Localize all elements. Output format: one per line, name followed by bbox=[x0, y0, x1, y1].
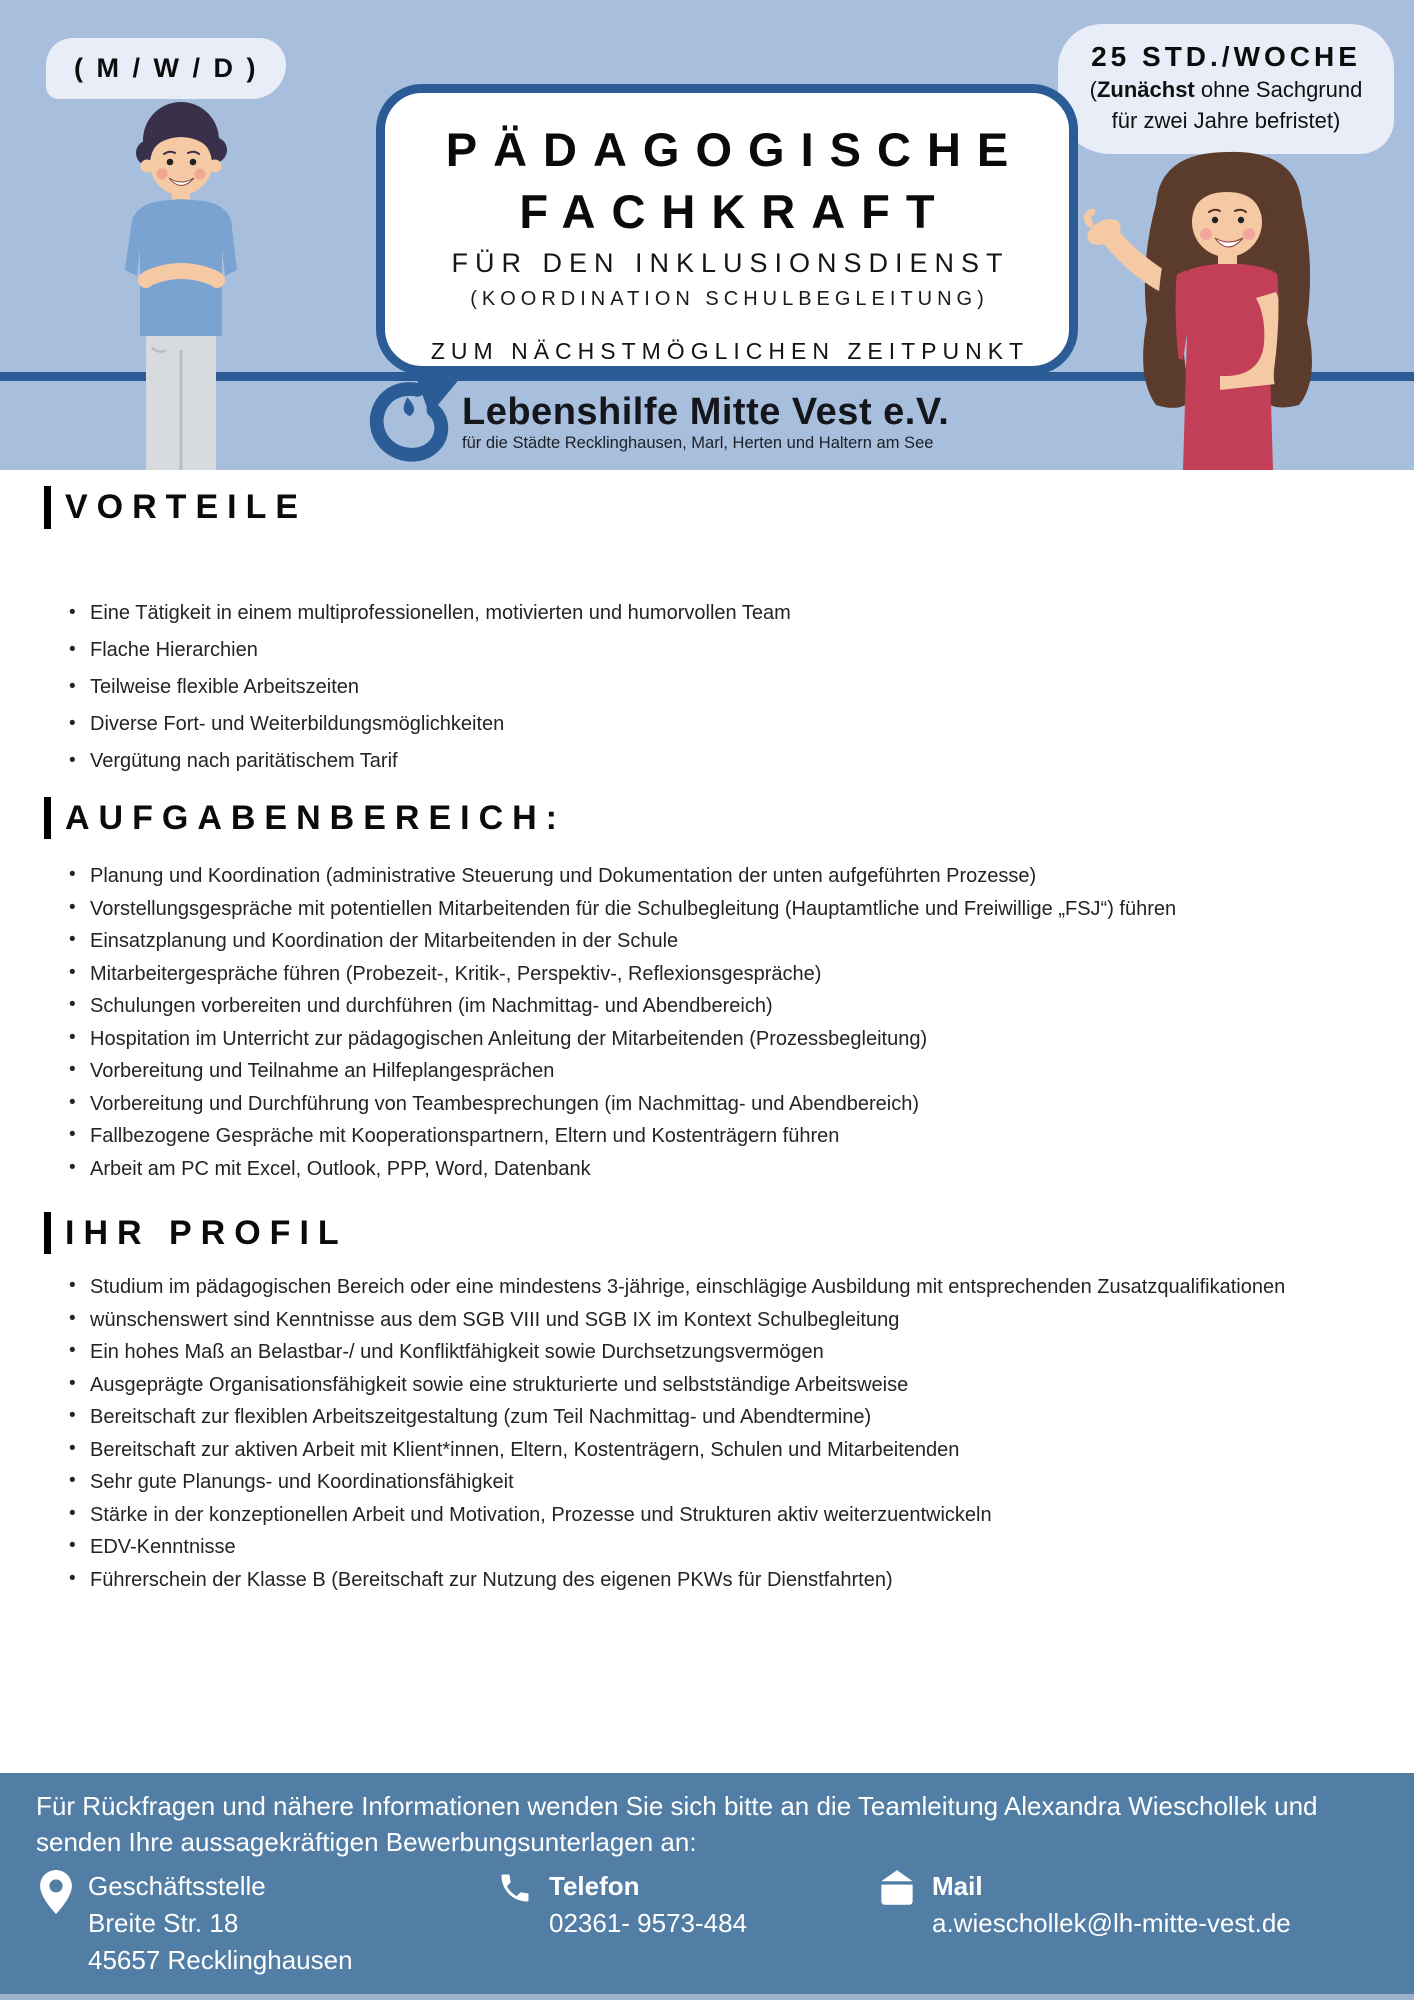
contact-address-line1: Breite Str. 18 bbox=[88, 1907, 239, 1938]
header-hero bbox=[0, 0, 1414, 470]
woman-illustration bbox=[1068, 142, 1398, 470]
job-subtitle-1: FÜR DEN INKLUSIONSDIENST bbox=[451, 248, 1010, 279]
list-item: • Diverse Fort- und Weiterbildungsmöglichkeiten bbox=[62, 710, 1374, 739]
contact-phone-number: 02361- 9573-484 bbox=[549, 1907, 748, 1938]
section-heading-vorteile: VORTEILE bbox=[44, 486, 1414, 529]
phone-icon bbox=[497, 1870, 533, 1906]
list-item: • Flache Hierarchien bbox=[62, 636, 1374, 665]
section-vorteile bbox=[0, 486, 1414, 776]
organization-logo bbox=[366, 380, 949, 466]
list-item: • Einsatzplanung und Koordination der Mitarbeitenden in der Schule bbox=[62, 926, 1374, 956]
list-item: • Führerschein der Klasse B (Bereitschaft zur Nutzung des eigenen PKWs für Dienstfahrten) bbox=[62, 1565, 1374, 1595]
mwd-badge bbox=[46, 38, 286, 99]
main-content bbox=[0, 470, 1414, 1773]
contact-address-line2: 45657 Recklinghausen bbox=[88, 1944, 353, 1975]
logo-tagline: für die Städte Recklinghausen, Marl, Herten und Haltern am See bbox=[462, 434, 934, 453]
job-title-line2: FACHKRAFT bbox=[519, 185, 951, 239]
footer-intro-text: Für Rückfragen und nähere Informationen wenden Sie sich bitte an die Teamleitung Alexandra Wieschollek und senden Ihre aussagekräftigen Bewerbungsunterlagen an: bbox=[36, 1791, 1318, 1858]
section-heading-ihr-profil: IHR PROFIL bbox=[44, 1212, 1414, 1255]
list-item: • Bereitschaft zur aktiven Arbeit mit Klient*innen, Eltern, Kostenträgern, Schulen und Mitarbeitenden bbox=[62, 1435, 1374, 1465]
contact-mail-address: a.wieschollek@lh-mitte-vest.de bbox=[932, 1907, 1291, 1938]
list-item: • Hospitation im Unterricht zur pädagogischen Anleitung der Mitarbeitenden (Prozessbegleitung) bbox=[62, 1024, 1374, 1054]
job-title-line1: PÄDAGOGISCHE bbox=[445, 123, 1025, 176]
list-item: • Studium im pädagogischen Bereich oder eine mindestens 3-jährige, einschlägige Ausbildung mit entsprechenden Zusatzqualifikationen bbox=[62, 1272, 1374, 1302]
list-item: • Mitarbeitergespräche führen (Probezeit-, Kritik-, Perspektiv-, Reflexionsgespräche) bbox=[62, 959, 1374, 989]
contact-mail bbox=[878, 1868, 1291, 1942]
list-item: • EDV-Kenntnisse bbox=[62, 1532, 1374, 1562]
list-item: • Planung und Koordination (administrative Steuerung und Dokumentation der unten aufgeführten Prozesse) bbox=[62, 861, 1374, 891]
list-item: • Ausgeprägte Organisationsfähigkeit sowie eine strukturierte und selbstständige Arbeitsweise bbox=[62, 1370, 1374, 1400]
section-ihr-profil bbox=[0, 1212, 1414, 1595]
contact-address bbox=[40, 1868, 353, 1979]
hours-badge-line3: für zwei Jahre befristet) bbox=[1111, 107, 1341, 133]
list-item: • Schulungen vorbereiten und durchführen (im Nachmittag- und Abendbereich) bbox=[62, 991, 1374, 1021]
section-heading-aufgabenbereich: AUFGABENBEREICH: bbox=[44, 797, 1414, 840]
list-item: • Vorbereitung und Durchführung von Teambesprechungen (im Nachmittag- und Abendbereich) bbox=[62, 1089, 1374, 1119]
bottom-edge-strip bbox=[0, 1994, 1414, 2000]
logo-name: Lebenshilfe Mitte Vest e.V. bbox=[462, 390, 950, 433]
mwd-badge-label: ( M / W / D ) bbox=[74, 53, 259, 83]
list-item: • Vorbereitung und Teilnahme an Hilfeplangesprächen bbox=[62, 1056, 1374, 1086]
list-item: • Fallbezogene Gespräche mit Kooperationspartnern, Eltern und Kostenträgern führen bbox=[62, 1121, 1374, 1151]
list-item: • Ein hohes Maß an Belastbar-/ und Konfliktfähigkeit sowie Durchsetzungsvermögen bbox=[62, 1337, 1374, 1367]
contact-phone bbox=[497, 1868, 747, 1942]
section-aufgabenbereich bbox=[0, 797, 1414, 1184]
contact-phone-label: Telefon bbox=[549, 1871, 640, 1901]
aufgabenbereich-list bbox=[62, 861, 1374, 1184]
hours-badge bbox=[1058, 24, 1394, 154]
list-item: • Eine Tätigkeit in einem multiprofessionellen, motivierten und humorvollen Team bbox=[62, 599, 1374, 628]
list-item: • wünschenswert sind Kenntnisse aus dem SGB VIII und SGB IX im Kontext Schulbegleitung bbox=[62, 1305, 1374, 1335]
job-subtitle-3: ZUM NÄCHSTMÖGLICHEN ZEITPUNKT bbox=[430, 338, 1030, 365]
lebenshilfe-logo-icon bbox=[366, 380, 454, 466]
hours-badge-line1: 25 STD./WOCHE bbox=[1091, 41, 1361, 72]
list-item: • Vergütung nach paritätischem Tarif bbox=[62, 747, 1374, 776]
contact-footer bbox=[0, 1773, 1414, 2000]
contact-address-label: Geschäftsstelle bbox=[88, 1871, 266, 1901]
title-bubble bbox=[376, 84, 1078, 375]
contact-mail-label: Mail bbox=[932, 1871, 983, 1901]
list-item: • Sehr gute Planungs- und Koordinationsfähigkeit bbox=[62, 1467, 1374, 1497]
man-illustration bbox=[112, 98, 250, 470]
location-pin-icon bbox=[40, 1870, 72, 1914]
list-item: • Teilweise flexible Arbeitszeiten bbox=[62, 673, 1374, 702]
list-item: • Arbeit am PC mit Excel, Outlook, PPP, Word, Datenbank bbox=[62, 1154, 1374, 1184]
list-item: • Vorstellungsgespräche mit potentiellen Mitarbeitenden für die Schulbegleitung (Hauptamtliche und Freiwillige „FSJ“) führen bbox=[62, 894, 1374, 924]
ihr-profil-list bbox=[62, 1272, 1374, 1595]
list-item: • Stärke in der konzeptionellen Arbeit und Motivation, Prozesse und Strukturen aktiv weiterzuentwickeln bbox=[62, 1500, 1374, 1530]
hours-badge-line2: (Zunächst ohne Sachgrund bbox=[1089, 77, 1363, 102]
list-item: • Bereitschaft zur flexiblen Arbeitszeitgestaltung (zum Teil Nachmittag- und Abendtermine) bbox=[62, 1402, 1374, 1432]
job-subtitle-2: (KOORDINATION SCHULBEGLEITUNG) bbox=[470, 288, 989, 311]
vorteile-list bbox=[62, 599, 1374, 776]
mail-icon bbox=[878, 1870, 916, 1906]
